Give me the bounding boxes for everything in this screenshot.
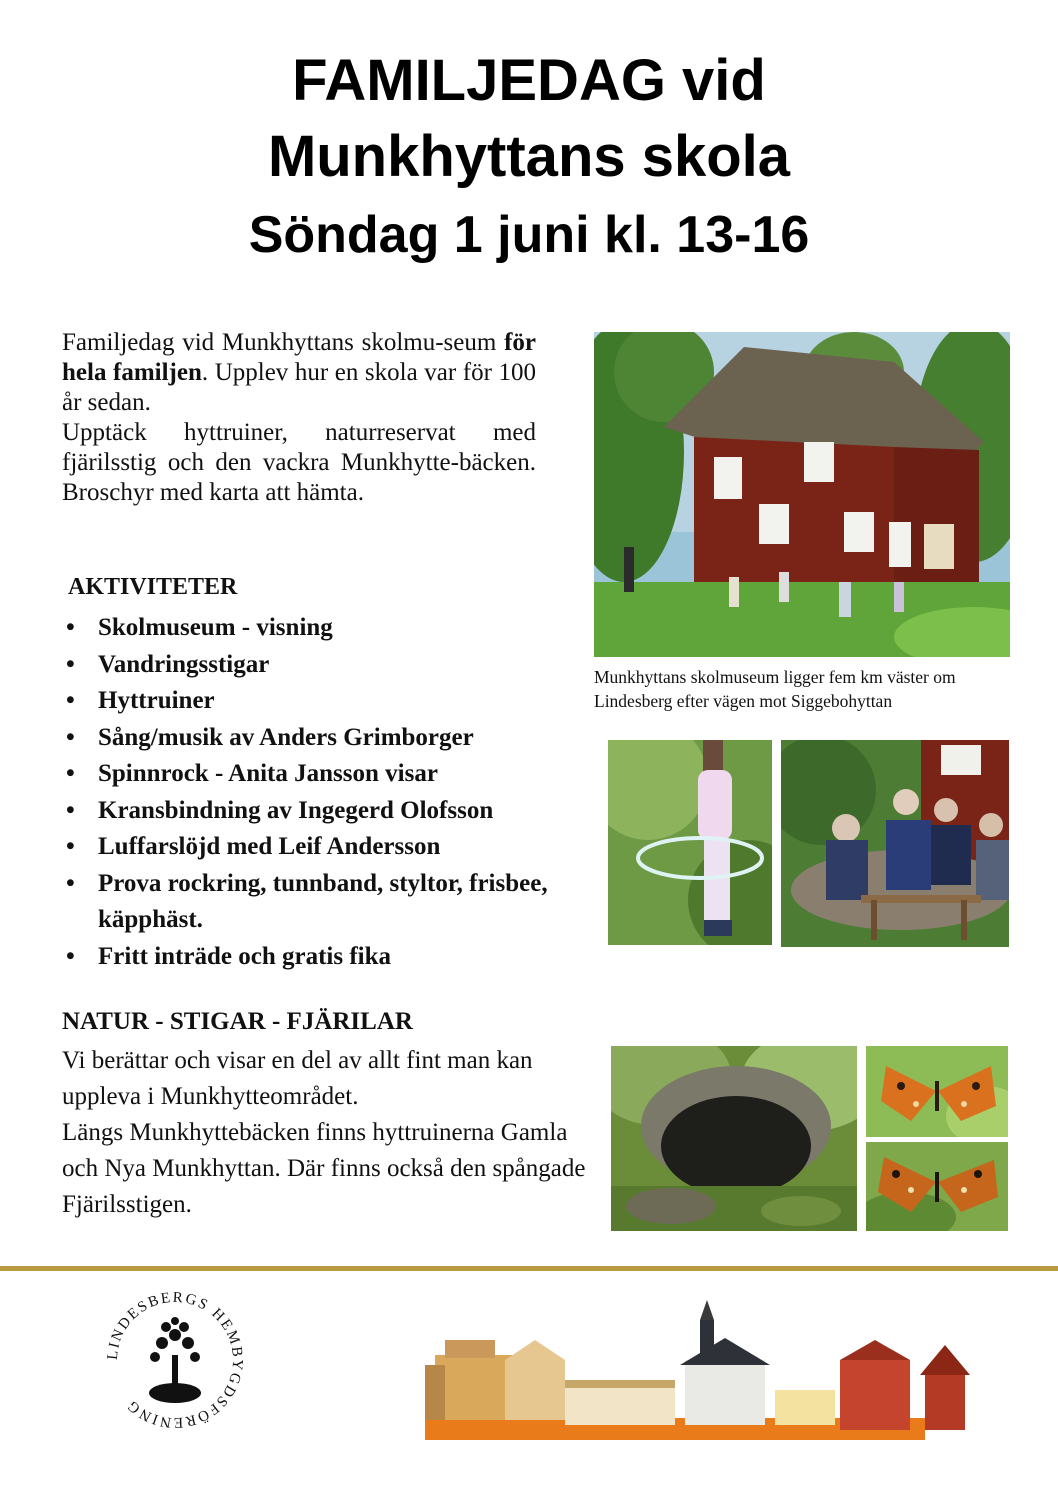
intro-emphasis: för hela familjen [62, 329, 536, 386]
town-illustration [415, 1300, 1015, 1450]
butterfly-photo-2 [866, 1142, 1008, 1231]
intro-paragraph-2: Upptäck hyttruiner, naturreservat med fjärilsstig och den vackra Munkhytte-bäcken. Broschyr med karta att hämta. [62, 419, 536, 506]
list-item: • Vandringsstigar [62, 647, 592, 684]
list-item: • Fritt inträde och gratis fika [62, 939, 592, 976]
list-item: • Spinnrock - Anita Jansson visar [62, 756, 592, 793]
nature-paragraph-2: Längs Munkhyttebäcken finns hyttruinerna Gamla och Nya Munkhyttan. Där finns också den spångade Fjärilsstigen. [62, 1119, 586, 1218]
ruin-photo [611, 1046, 857, 1231]
intro-text [62, 328, 536, 508]
people-fika-photo [781, 740, 1009, 947]
event-date-time: Söndag 1 juni kl. 13-16 [248, 206, 810, 264]
list-item: • Hyttruiner [62, 683, 592, 720]
title-line-2: Munkhyttans skola [267, 124, 791, 189]
list-item: • Skolmuseum - visning [62, 610, 592, 647]
school-house-photo [594, 332, 1010, 657]
list-item: • Prova rockring, tunnband, styltor, frisbee, käpphäst. [62, 866, 592, 939]
list-item: • Luffarslöjd med Leif Andersson [62, 829, 592, 866]
intro-part-2: . Upplev hur en skola var för 100 år sedan. [62, 359, 536, 416]
nature-heading: NATUR - STIGAR - FJÄRILAR [62, 1008, 413, 1035]
divider-rule [0, 1266, 1058, 1271]
list-item: • Kransbindning av Ingegerd Olofsson [62, 793, 592, 830]
school-photo-caption: Munkhyttans skolmuseum ligger fem km väster om Lindesberg efter vägen mot Siggebohyttan [594, 667, 956, 711]
activities-list [62, 610, 592, 975]
butterfly-photo-1 [866, 1046, 1008, 1137]
hula-hoop-photo [608, 740, 772, 945]
nature-paragraph-1: Vi berättar och visar en del av allt fint man kan uppleva i Munkhytteområdet. [62, 1047, 533, 1110]
logo-ring-text: LINDESBERGS HEMBYGDSFÖRENING [104, 1289, 246, 1431]
title-line-1: FAMILJEDAG vid [292, 48, 766, 113]
list-item: • Sång/musik av Anders Grimborger [62, 720, 592, 757]
activities-heading: AKTIVITETER [68, 574, 238, 600]
intro-part-1: Familjedag vid Munkhyttans skolmu-seum [62, 329, 505, 356]
association-logo [100, 1285, 250, 1435]
nature-text [62, 1043, 592, 1223]
intro-paragraph-1 [62, 328, 536, 418]
